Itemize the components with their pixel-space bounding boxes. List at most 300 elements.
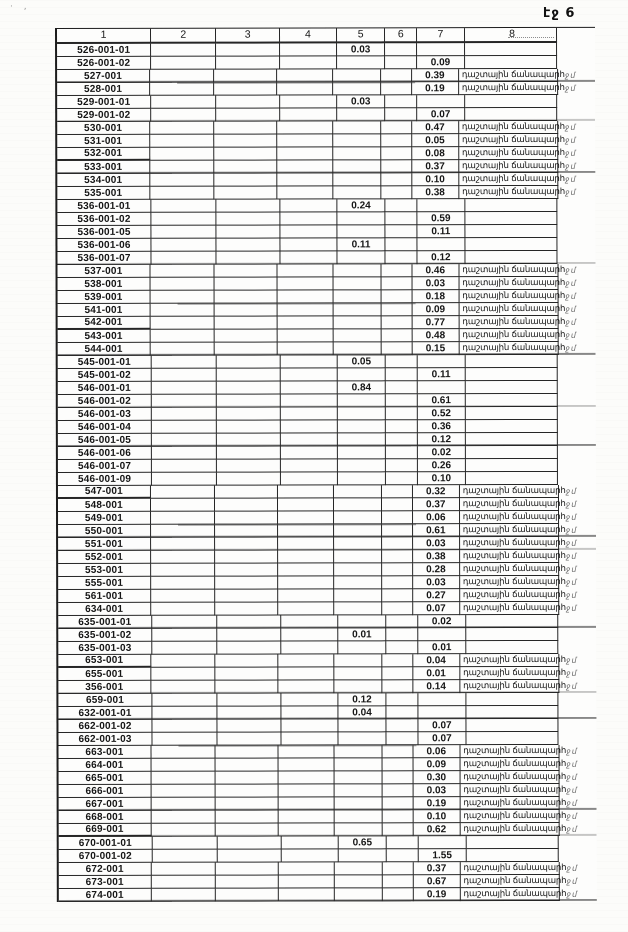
length-value-cell: 0.37 [414,862,461,875]
length-value-cell: 0.03 [413,537,460,550]
empty-cell [386,238,418,251]
row-code-cell: 664-001 [59,759,152,772]
row-code-cell: 552-001 [58,551,151,564]
empty-cell [151,486,215,499]
area-value-cell [338,719,387,732]
empty-cell [150,291,214,304]
empty-cell [278,524,334,537]
empty-cell [151,590,215,603]
length-value-cell: 0.03 [413,576,460,589]
column-header-7: 7 [417,28,465,43]
margin-annotation [557,43,595,56]
empty-cell [152,460,217,473]
row-code-cell: 674-001 [59,889,152,902]
empty-cell [153,850,218,863]
empty-cell [216,772,279,785]
empty-cell [215,538,278,551]
table-row [57,251,595,265]
area-value-cell [334,745,382,758]
table-row [59,797,597,811]
area-value-cell [334,823,382,836]
empty-cell [151,746,215,759]
row-code-cell: 546-001-04 [58,421,152,434]
area-value-cell [333,82,381,95]
empty-cell [277,160,333,173]
length-value-cell: 0.27 [413,589,460,602]
length-value-cell: 0.01 [418,641,466,654]
empty-cell [217,252,280,265]
margin-annotation: ջմ [564,70,577,80]
margin-annotation [558,420,596,433]
length-value-cell: 0.48 [412,329,459,342]
empty-cell [386,420,418,433]
empty-cell [278,511,334,524]
land-type-cell: դաշտային ճանապարհ [459,342,558,355]
land-type-cell [465,225,558,238]
row-code-cell: 541-001 [58,304,151,317]
row-code-cell: 527-001 [57,70,150,83]
empty-cell [152,408,217,421]
empty-cell [218,850,281,863]
margin-annotation [558,628,596,641]
length-value-cell: 0.37 [412,160,459,173]
empty-cell [215,603,278,616]
row-code-cell: 539-001 [58,291,151,304]
margin-annotation [558,381,596,394]
margin-annotation [558,225,596,238]
row-code-cell: 546-001-01 [58,382,152,395]
table-row [58,342,596,356]
table-row [58,602,596,616]
empty-cell [386,407,418,420]
land-type-cell [466,472,559,485]
empty-cell [382,745,413,758]
empty-cell [280,199,337,212]
length-value-cell: 0.61 [413,524,460,537]
empty-cell [216,785,279,798]
land-type-cell: դաշտային ճանապարհ [459,160,558,173]
area-value-cell [334,602,382,615]
empty-cell [381,329,412,342]
row-code-cell: 536-001-01 [57,200,151,213]
column-header-5: 5 [337,28,386,43]
empty-cell [387,628,419,641]
table-row [58,472,596,486]
table-row [58,407,596,421]
table-row [57,147,595,161]
empty-cell [281,472,338,485]
land-type-cell [465,394,558,407]
empty-cell [382,680,413,693]
row-code-cell: 546-001-06 [58,447,152,460]
land-type-cell [465,108,558,121]
land-type-cell: դաշտային ճանապարհ [460,745,559,758]
empty-cell [277,69,333,82]
margin-annotation [558,472,596,485]
row-code-cell: 670-001-01 [59,837,153,850]
row-code-cell: 534-001 [57,174,150,187]
margin-annotation: ջմ [565,486,578,496]
empty-cell [280,43,337,56]
empty-cell [216,746,279,759]
table-row [58,628,596,642]
empty-cell [282,836,339,849]
length-value-cell [417,199,465,212]
row-code-cell: 544-001 [58,343,151,356]
empty-cell [152,421,217,434]
empty-cell [278,680,334,693]
area-value-cell [339,849,388,862]
column-header-8: 8 [465,28,558,43]
length-value-cell: 0.06 [413,511,460,524]
length-value-cell: 0.52 [418,407,466,420]
empty-cell [215,304,278,317]
empty-cell [278,537,334,550]
table-row [58,355,596,369]
row-code-cell: 545-001-02 [58,369,152,382]
area-value-cell [333,329,381,342]
length-value-cell: 0.04 [413,654,460,667]
land-type-cell [466,706,559,719]
margin-annotation [558,251,596,264]
area-value-cell [338,472,387,485]
empty-cell [281,693,338,706]
empty-cell [281,706,338,719]
empty-cell [215,577,278,590]
empty-cell [214,187,277,200]
margin-annotation [558,459,596,472]
table-header-row [57,28,595,44]
area-value-cell [338,615,387,628]
length-value-cell: 0.01 [413,667,460,680]
area-value-cell [338,407,387,420]
land-type-cell: դաշտային ճանապարհ [459,186,558,199]
row-code-cell: 665-001 [59,772,152,785]
empty-cell [151,681,215,694]
empty-cell [217,109,280,122]
empty-cell [386,212,418,225]
table-row [58,576,596,590]
empty-cell [382,797,413,810]
length-value-cell: 0.11 [418,225,466,238]
empty-cell [217,226,280,239]
length-value-cell: 0.15 [412,342,459,355]
empty-cell [278,771,334,784]
land-type-cell [465,381,558,394]
table-row [58,719,596,733]
empty-cell [216,889,279,902]
empty-cell [381,82,412,95]
land-type-cell: դաշտային ճանապարհ [459,303,558,316]
area-value-cell [333,147,381,160]
empty-cell [216,759,279,772]
margin-annotation: ջմ [565,603,578,613]
empty-cell [153,707,218,720]
empty-cell [382,667,413,680]
land-type-cell: դաշտային ճանապարհ [460,589,559,602]
length-value-cell: 0.61 [418,394,466,407]
row-code-cell: 545-001-01 [58,356,152,369]
empty-cell [381,342,412,355]
margin-annotation: ջմ [565,525,578,535]
empty-cell [382,862,413,875]
empty-cell [217,200,280,213]
area-value-cell [334,810,382,823]
length-value-cell [418,628,466,641]
area-value-cell [333,277,381,290]
margin-annotation: ջմ [564,135,577,145]
area-value-cell [335,888,383,901]
empty-cell [150,83,214,96]
row-code-cell: 536-001-02 [57,213,151,226]
row-code-cell: 635-001-01 [58,616,152,629]
empty-cell [381,173,412,186]
empty-cell [278,654,334,667]
area-value-cell [334,784,382,797]
scan-pencil-mark: · , [10,2,31,12]
empty-cell [281,628,338,641]
area-value-cell [333,160,381,173]
length-value-cell: 0.38 [413,550,460,563]
length-value-cell: 0.10 [418,472,466,485]
empty-cell [152,382,217,395]
row-code-cell: 555-001 [58,577,151,590]
empty-cell [151,57,216,70]
empty-cell [278,810,334,823]
empty-cell [218,720,281,733]
table-row [57,69,595,83]
empty-cell [216,681,279,694]
length-value-cell: 0.39 [412,69,459,82]
empty-cell [281,407,338,420]
empty-cell [215,278,278,291]
empty-cell [216,863,279,876]
land-type-cell: դաշտային ճանապարհ [460,667,559,680]
table-row [57,173,595,187]
row-code-cell: 551-001 [58,538,151,551]
empty-cell [218,733,281,746]
empty-cell [150,174,214,187]
area-value-cell [337,108,386,121]
empty-cell [281,719,338,732]
table-row [59,745,597,759]
length-value-cell [419,836,467,849]
empty-cell [217,395,280,408]
row-code-cell: 535-001 [57,187,150,200]
empty-cell [152,629,217,642]
empty-cell [280,56,337,69]
row-code-cell: 546-001-09 [58,473,152,486]
area-value-cell [333,173,381,186]
empty-cell [386,199,418,212]
table-row [58,290,596,304]
table-row [57,82,595,96]
empty-cell [382,771,413,784]
table-row [58,433,596,447]
land-type-cell [465,95,558,108]
empty-cell [278,602,334,615]
margin-annotation [558,355,596,368]
empty-cell [387,641,419,654]
empty-cell [217,421,280,434]
row-code-cell: 529-001-02 [57,109,151,122]
length-value-cell: 0.36 [418,420,466,433]
table-row [58,537,596,551]
land-type-cell: դաշտային ճանապարհ [460,862,559,875]
row-code-cell: 561-001 [58,590,151,603]
row-code-cell: 667-001 [59,798,152,811]
table-row [57,238,595,252]
row-code-cell: 662-001-03 [58,733,152,746]
land-type-cell [466,732,559,745]
margin-annotation: ջմ [565,564,578,574]
empty-cell [152,473,217,486]
area-value-cell [338,368,387,381]
row-code-cell: 549-001 [58,512,151,525]
empty-cell [382,498,413,511]
empty-cell [277,342,333,355]
empty-cell [151,655,215,668]
empty-cell [150,148,214,161]
length-value-cell: 0.09 [417,56,465,69]
table-row [58,316,596,330]
area-value-cell [334,771,382,784]
land-type-cell: դաշտային ճանապարհ [460,550,559,563]
empty-cell [215,330,278,343]
table-row [59,784,597,798]
empty-cell [217,447,280,460]
land-type-cell [465,251,558,264]
empty-cell [387,719,419,732]
table-row [58,550,596,564]
empty-cell [386,225,418,238]
empty-cell [386,368,418,381]
empty-cell [387,732,419,745]
row-code-cell: 662-001-02 [58,720,152,733]
table-row [58,615,596,629]
area-value-cell: 0.04 [338,706,387,719]
empty-cell [152,616,217,629]
margin-annotation [558,238,596,251]
empty-cell [214,148,277,161]
row-code-cell: 548-001 [58,499,151,512]
empty-cell [218,837,281,850]
length-value-cell: 0.77 [412,316,459,329]
land-type-cell [466,849,559,862]
row-code-cell: 666-001 [59,785,152,798]
empty-cell [217,460,280,473]
area-value-cell [334,589,382,602]
empty-cell [381,303,412,316]
empty-cell [381,316,412,329]
table-row [57,108,595,122]
area-value-cell [337,251,386,264]
land-type-cell: դաշտային ճանապարհ [460,563,559,576]
empty-cell [150,70,214,83]
margin-annotation: ջմ [566,876,579,886]
margin-annotation [559,641,597,654]
row-code-cell: 533-001 [57,161,150,174]
empty-cell [150,187,214,200]
length-value-cell: 0.02 [418,615,466,628]
area-value-cell: 0.65 [339,836,388,849]
empty-cell [280,108,337,121]
empty-cell [382,823,413,836]
empty-cell [153,837,218,850]
empty-cell [281,381,338,394]
empty-cell [217,369,280,382]
empty-cell [151,512,215,525]
length-value-cell: 0.12 [418,433,466,446]
empty-cell [381,264,412,277]
empty-cell [278,875,334,888]
row-code-cell: 635-001-02 [58,629,152,642]
margin-annotation [557,95,595,108]
empty-cell [278,797,334,810]
land-type-cell: դաշտային ճանապարհ [460,758,559,771]
area-value-cell [334,680,382,693]
area-value-cell [334,563,382,576]
table-row [58,732,596,746]
empty-cell [215,486,278,499]
row-code-cell: 635-001-03 [58,642,152,655]
land-type-cell: դաշտային ճանապարհ [460,524,559,537]
empty-cell [151,824,215,837]
table-row [58,693,596,707]
land-type-cell [465,238,558,251]
margin-annotation [557,108,595,121]
empty-cell [278,485,334,498]
empty-cell [381,485,412,498]
length-value-cell: 0.07 [419,732,467,745]
length-value-cell: 0.62 [413,823,460,836]
table-row [57,160,595,174]
empty-cell [281,394,338,407]
area-value-cell [334,758,382,771]
empty-cell [214,161,277,174]
empty-cell [218,629,281,642]
empty-cell [152,252,217,265]
empty-cell [150,161,214,174]
table-row [58,277,596,291]
empty-cell [217,239,280,252]
length-value-cell: 0.02 [418,446,466,459]
empty-cell [385,43,417,56]
empty-cell [278,745,334,758]
empty-cell [281,368,338,381]
land-type-cell [466,433,559,446]
row-code-cell: 669-001 [59,824,152,837]
row-code-cell: 538-001 [58,278,151,291]
table-row [57,43,595,57]
length-value-cell: 0.32 [413,485,460,498]
length-value-cell: 0.10 [412,173,459,186]
margin-annotation: ջմ [565,304,577,314]
land-type-cell: դաշտային ճանապարհ [459,173,558,186]
empty-cell [152,876,216,889]
row-code-cell: 653-001 [58,655,151,668]
column-header-4: 4 [280,28,337,43]
table-row [59,836,597,850]
empty-cell [218,616,281,629]
area-value-cell [333,303,381,316]
row-code-cell: 529-001-01 [57,96,151,109]
margin-annotation [558,199,596,212]
empty-cell [217,213,280,226]
length-value-cell: 0.07 [419,719,467,732]
empty-cell [382,888,413,901]
row-code-cell: 532-001 [57,148,150,161]
